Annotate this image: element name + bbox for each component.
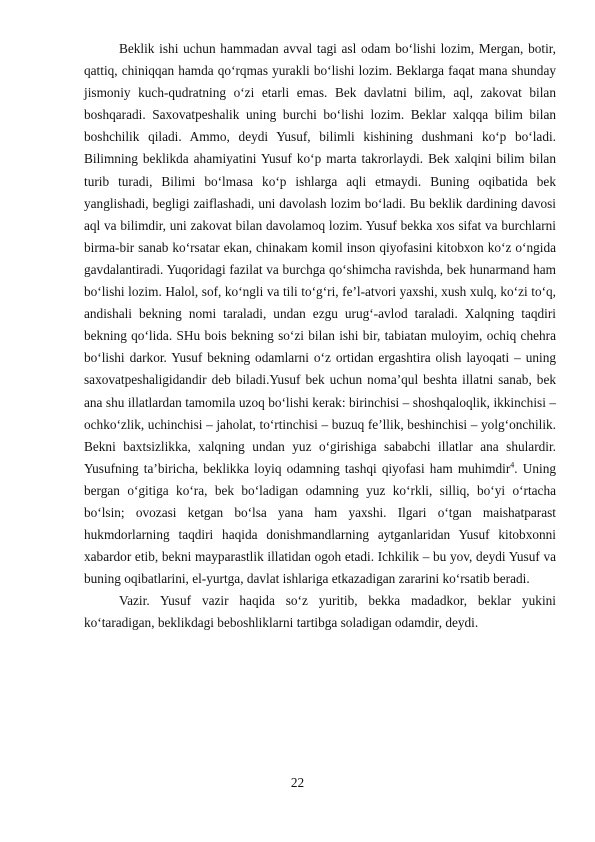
paragraph-text-continued: . Uning bergan o‘gitiga ko‘ra, bek bo‘ladigan odamning yuz ko‘rkli, silliq, bo‘yi o‘rtacha bo‘lsin; ovozasi ketgan bo‘lsa yana ham yaxshi. Ilgari o‘tgan maishatparast hukmdorlarning taqdiri haqida donishmandlarning aytganlaridan Yusuf kitobxonni xabardor etib, bekni mayparastlik illatidan ogoh etadi. Ichkilik – bu yov, deydi Yusuf va buning oqibatlarini, el-yurtga, davlat ishlariga etkazadigan zararini ko‘rsatib beradi. bbox=[84, 460, 556, 587]
paragraph-text: Beklik ishi uchun hammadan avval tagi asl odam bo‘lishi lozim, Mergan, botir, qattiq, chiniqqan hamda qo‘rqmas yurakli bo‘lishi lozim. Beklarga faqat mana shunday jismoniy kuch-qudratning o‘zi etarli emas. Bek davlatni bilim, aql, zakovat bilan boshqaradi. Saxovatpeshalik uning burchi bo‘lishi lozim. Beklar xalqqa bilim bilan boshchilik qiladi. Ammo, deydi Yusuf, bilimli kishining dushmani ko‘p bo‘ladi. Bilimning beklikda ahamiyatini Yusuf ko‘p marta takrorlaydi. Bek xalqini bilim bilan turib turadi, Bilimi bo‘lmasa ko‘p ishlarga aqli etmaydi. Buning oqibatida bek yanglishadi, begligi zaiflashadi, uni davolash lozim bo‘ladi. Bu beklik dardining davosi aql va bilimdir, uni zakovat bilan davolamoq lozim. Yusuf bekka xos sifat va burchlarni birma-bir sanab ko‘rsatar ekan, chinakam komil inson qiyofasini kitobxon ko‘z o‘ngida gavdalantiradi. Yuqoridagi fazilat va burchga qo‘shimcha ravishda, bek hunarmand ham bo‘lishi lozim. Halol, sof, ko‘ngli va tili to‘g‘ri, fe’l-atvori yaxshi, xush xulq, ko‘zi to‘q, andishali bekning nomi taraladi, undan ezgu urug‘-avlod taraladi. Xalqning taqdiri bekning qo‘lida. SHu bois bekning so‘zi bilan ishi bir, tabiatan muloyim, ochiq chehra bo‘lishi darkor. Yusuf bekning odamlarni o‘z ortidan ergashtira olish layoqati – uning saxovatpeshaligidandir deb biladi.Yusuf bek uchun noma’qul beshta illatni sanab, bek ana shu illatlardan tamomila uzoq bo‘lishi kerak: birinchisi – shoshqaloqlik, ikkinchisi – ochko‘zlik, uchinchisi – jaholat, to‘rtinchisi – buzuq fe’llik, beshinchisi – yolg‘onchilik. Bekni baxtsizlikka, xalqning undan yuz o‘girishiga sababchi illatlar ana shulardir. Yusufning ta’biricha, beklikka loyiq odamning tashqi qiyofasi ham muhimdir bbox=[84, 41, 556, 476]
footnote-reference[interactable]: 4 bbox=[510, 460, 515, 470]
body-paragraph-vazir: Vazir. Yusuf vazir haqida so‘z yuritib, bekka madadkor, beklar yukini ko‘taradigan, beklikdagi beboshliklarni tartibga soladigan odamdir, deydi. bbox=[84, 593, 556, 631]
body-paragraph bbox=[84, 38, 556, 590]
page-number: 22 bbox=[290, 775, 305, 790]
page-body bbox=[84, 38, 556, 635]
